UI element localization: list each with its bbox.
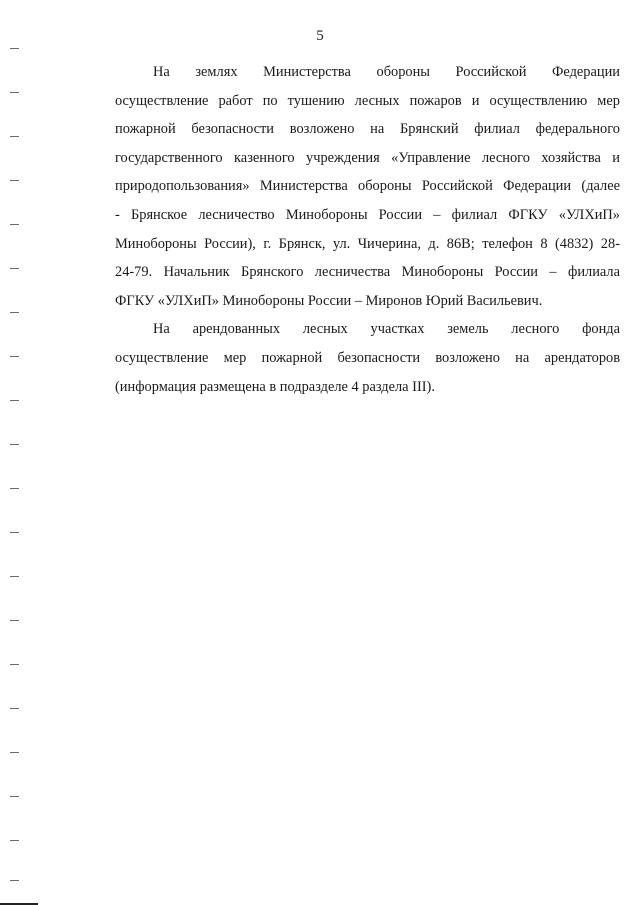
margin-mark [10, 444, 19, 445]
margin-mark [10, 840, 19, 841]
margin-mark [10, 532, 19, 533]
paragraph-line: На землях Министерства обороны Российской Федерации [153, 64, 620, 80]
paragraph-line: - Брянское лесничество Минобороны России – филиал ФГКУ «УЛХиП» [115, 206, 620, 223]
margin-mark [10, 180, 19, 181]
paragraph-line: осуществление мер пожарной безопасности возложено на арендаторов [115, 349, 620, 366]
paragraph-line: Минобороны России), г. Брянск, ул. Чичерина, д. 86В; телефон 8 (4832) 28- [115, 235, 620, 252]
margin-mark [10, 880, 19, 881]
paragraph-line: 24-79. Начальник Брянского лесничества Минобороны России – филиала [115, 264, 620, 281]
body-text [115, 58, 620, 401]
paragraph-line: осуществление работ по тушению лесных пожаров и осуществлению мер [115, 92, 620, 109]
paragraph-line: государственного казенного учреждения «Управление лесного хозяйства и [115, 149, 620, 166]
margin-mark [10, 224, 19, 225]
margin-mark [10, 796, 19, 797]
margin-mark [10, 268, 19, 269]
page-number: 5 [316, 28, 324, 44]
margin-mark [10, 92, 19, 93]
paragraph-line: ФГКУ «УЛХиП» Минобороны России – Миронов Юрий Васильевич. [115, 292, 543, 309]
left-margin-binding-marks [0, 0, 40, 905]
margin-mark [10, 312, 19, 313]
paragraph-line: (информация размещена в подразделе 4 раздела III). [115, 378, 435, 395]
margin-mark [10, 48, 19, 49]
margin-mark [10, 752, 19, 753]
margin-mark [10, 664, 19, 665]
margin-mark [10, 708, 19, 709]
margin-mark [10, 136, 19, 137]
paragraph-line: природопользования» Министерства обороны Российской Федерации (далее [115, 178, 620, 195]
margin-mark [10, 620, 19, 621]
margin-mark [10, 488, 19, 489]
paragraph-line: пожарной безопасности возложено на Брянский филиал федерального [115, 121, 620, 138]
paragraph-line: На арендованных лесных участках земель лесного фонда [153, 321, 620, 338]
margin-mark [10, 400, 19, 401]
margin-mark [10, 576, 19, 577]
margin-mark [10, 356, 19, 357]
